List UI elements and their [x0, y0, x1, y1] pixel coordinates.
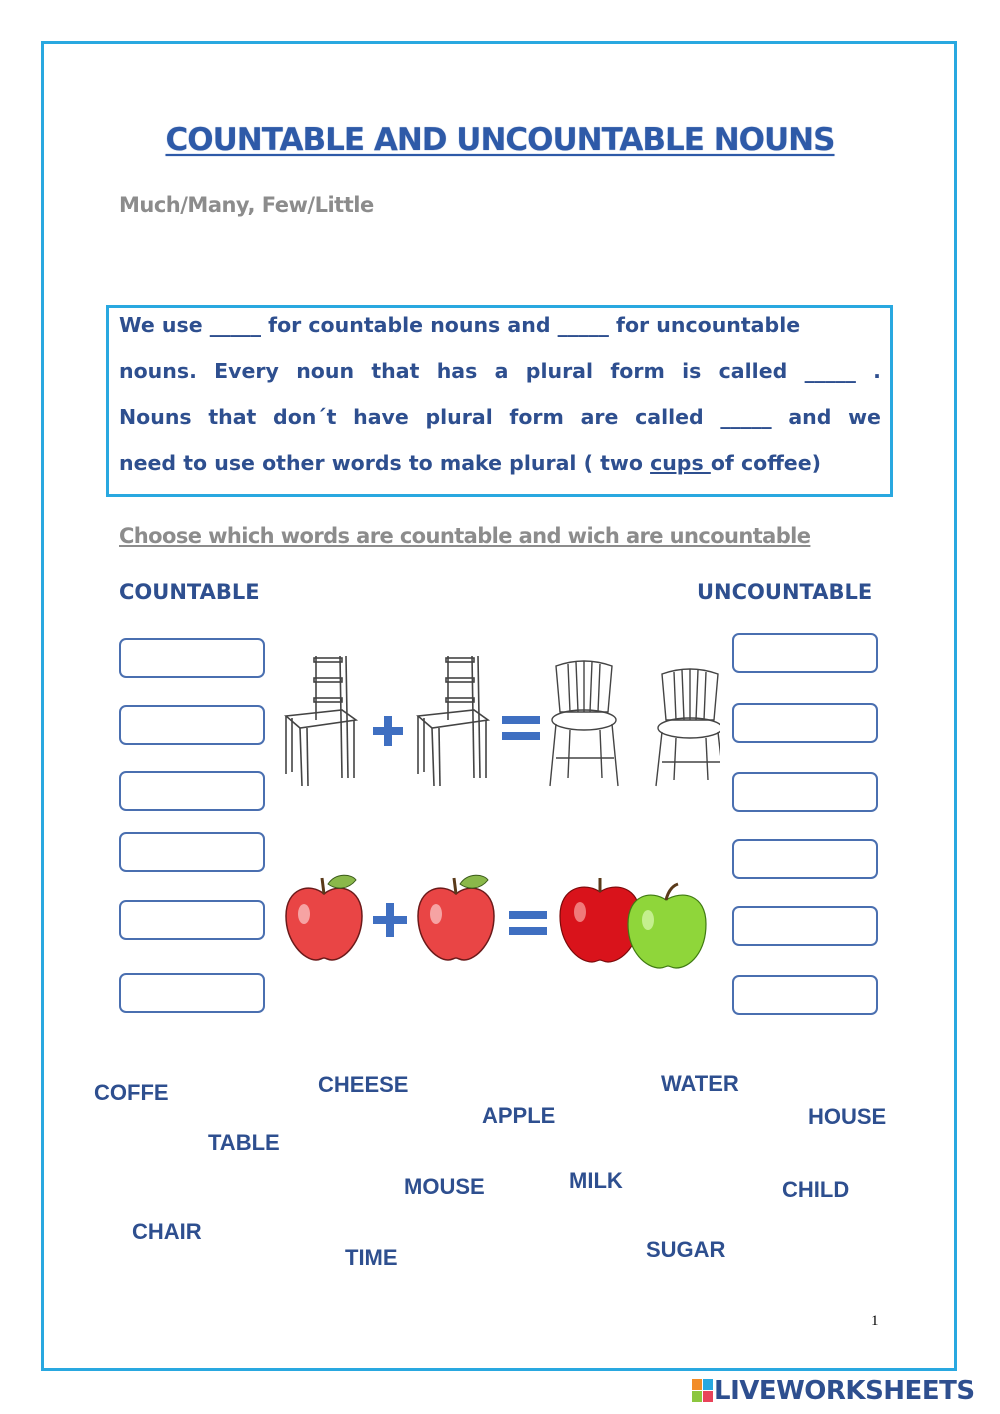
chairs-illustration	[280, 650, 720, 795]
rule-word: nouns.	[119, 359, 197, 383]
rule-line-4-end: of coffee)	[710, 451, 821, 475]
rule-word: form	[610, 359, 665, 383]
chair-icon	[286, 656, 356, 786]
rule-word: we	[848, 405, 881, 429]
countable-answer-box-5[interactable]	[119, 900, 265, 940]
word-bank-item[interactable]: COFFE	[94, 1080, 169, 1105]
exercise-instruction: Choose which words are countable and wich are uncountable	[119, 524, 811, 548]
word-bank-item[interactable]: MILK	[569, 1168, 623, 1193]
rule-word: .	[873, 359, 881, 383]
rule-word: plural	[525, 359, 594, 383]
word-bank-item[interactable]: HOUSE	[808, 1104, 887, 1129]
word-bank-item[interactable]: TIME	[345, 1245, 398, 1270]
uncountable-answer-box-6[interactable]	[732, 975, 878, 1015]
plus-icon	[373, 716, 403, 746]
rule-word: a	[494, 359, 509, 383]
rule-word: that	[371, 359, 420, 383]
rule-line-1-words	[119, 313, 881, 337]
chair-icon	[550, 661, 618, 786]
rule-word: have	[353, 405, 409, 429]
rule-word: that	[208, 405, 257, 429]
rule-word: Nouns	[119, 405, 192, 429]
liveworksheets-logo[interactable]	[692, 1376, 975, 1406]
uncountable-answer-box-3[interactable]	[732, 772, 878, 812]
countable-answer-box-2[interactable]	[119, 705, 265, 745]
rule-word: _____	[720, 405, 772, 429]
rule-line-4	[119, 451, 821, 475]
chair-icon	[418, 656, 488, 786]
page-subtitle: Much/Many, Few/Little	[119, 193, 374, 217]
countable-answer-box-6[interactable]	[119, 973, 265, 1013]
word-bank-item[interactable]: SUGAR	[646, 1237, 726, 1262]
liveworksheets-logo-text: LIVEWORKSHEETS	[714, 1376, 975, 1406]
countable-answer-box-4[interactable]	[119, 832, 265, 872]
apples-illustration	[280, 870, 720, 970]
word-bank-item[interactable]: WATER	[661, 1071, 739, 1096]
rule-word: is	[682, 359, 702, 383]
rule-word: are	[580, 405, 619, 429]
uncountable-answer-box-1[interactable]	[732, 633, 878, 673]
rule-word: form	[509, 405, 564, 429]
word-bank-item[interactable]: CHILD	[782, 1177, 850, 1202]
uncountable-heading: UNCOUNTABLE	[697, 580, 873, 604]
rule-line-2-words	[119, 359, 881, 383]
word-bank-item[interactable]: TABLE	[208, 1130, 280, 1155]
rule-word: _____	[804, 359, 856, 383]
equals-icon	[502, 716, 540, 740]
liveworksheets-logo-icon	[692, 1379, 714, 1403]
green-apple-icon	[628, 884, 706, 968]
rule-word: don´t	[273, 405, 337, 429]
word-bank-item[interactable]: APPLE	[482, 1103, 556, 1128]
word-bank-item[interactable]: MOUSE	[404, 1174, 485, 1199]
uncountable-answer-box-2[interactable]	[732, 703, 878, 743]
page-title: COUNTABLE AND UNCOUNTABLE NOUNS	[165, 122, 835, 158]
rule-word: We use _____ for countable nouns and _____ for uncountable	[119, 313, 801, 337]
apple-icon	[418, 875, 494, 960]
rule-line-4-example: cups	[650, 451, 711, 475]
plus-icon	[373, 903, 407, 937]
word-bank-item[interactable]: CHEESE	[318, 1072, 409, 1097]
uncountable-answer-box-5[interactable]	[732, 906, 878, 946]
rule-word: Every	[214, 359, 279, 383]
rule-line-3-words	[119, 405, 881, 429]
countable-heading: COUNTABLE	[119, 580, 260, 604]
rule-word: noun	[296, 359, 355, 383]
rule-word: called	[718, 359, 788, 383]
apple-icon	[286, 875, 362, 960]
rule-line-3	[119, 405, 881, 429]
rule-line-1	[119, 313, 881, 337]
rule-line-2	[119, 359, 881, 383]
uncountable-answer-box-4[interactable]	[732, 839, 878, 879]
chair-icon	[656, 669, 720, 786]
equals-icon	[509, 911, 547, 935]
rule-word: has	[436, 359, 478, 383]
rule-word: called	[635, 405, 704, 429]
page-number: 1	[871, 1313, 879, 1329]
countable-answer-box-3[interactable]	[119, 771, 265, 811]
word-bank-item[interactable]: CHAIR	[132, 1219, 202, 1244]
rule-word: and	[788, 405, 832, 429]
rule-word: plural	[425, 405, 493, 429]
rule-line-4-start: need to use other words to make plural ( two	[119, 451, 651, 475]
countable-answer-box-1[interactable]	[119, 638, 265, 678]
